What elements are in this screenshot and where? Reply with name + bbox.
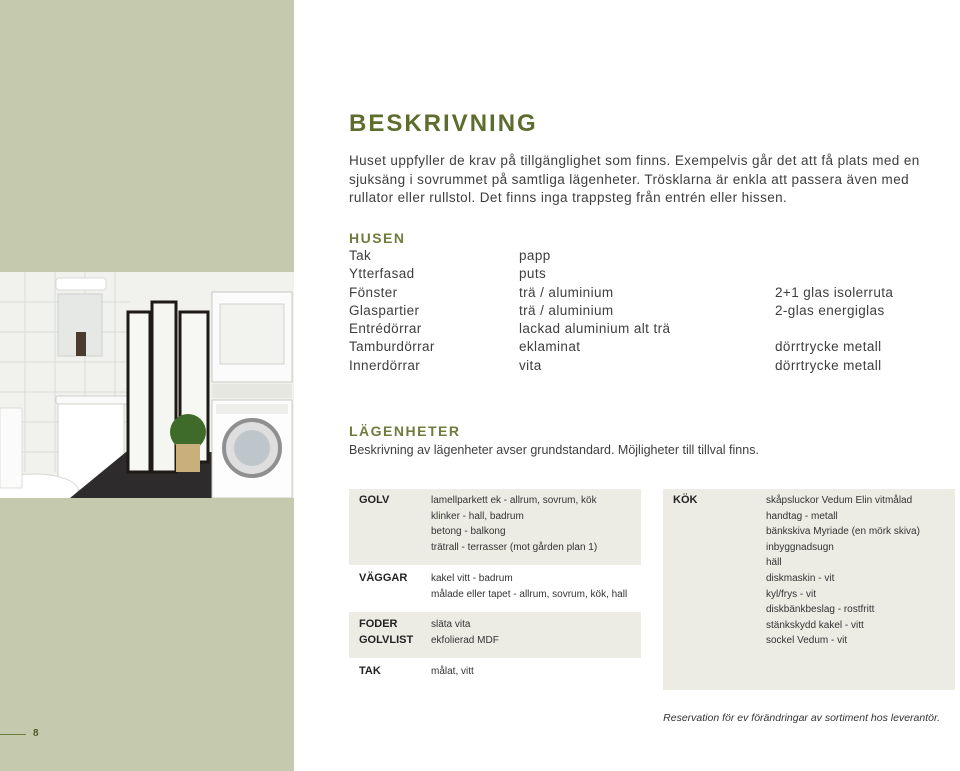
husen-row — [349, 358, 949, 376]
spec-values — [431, 633, 499, 649]
husen-row — [349, 248, 949, 266]
spec-label: FODER — [359, 618, 398, 630]
husen-cell-label: Tamburdörrar — [349, 339, 435, 355]
spec-value: släta vita — [431, 619, 471, 630]
spec-values — [431, 664, 474, 680]
spec-label: KÖK — [673, 494, 698, 506]
husen-cell-label: Ytterfasad — [349, 266, 415, 282]
spec-label: TAK — [359, 665, 381, 677]
spec-value: handtag - metall — [766, 510, 838, 522]
husen-row — [349, 303, 949, 321]
husen-cell-label: Entrédörrar — [349, 321, 422, 337]
husen-cell-extra: 2-glas energiglas — [775, 302, 885, 318]
husen-cell-material: trä / aluminium — [519, 302, 614, 318]
husen-cell-material: puts — [519, 266, 547, 282]
spec-value: målat, vitt — [431, 666, 474, 677]
spec-value: ekfolierad MDF — [431, 635, 499, 646]
spec-value: betong - balkong — [431, 526, 506, 538]
page-title: BESKRIVNING — [349, 110, 538, 137]
spec-label: VÄGGAR — [359, 572, 408, 584]
spec-value: kakel vitt - badrum — [431, 573, 513, 584]
husen-cell-label: Fönster — [349, 284, 398, 300]
spec-value: trätrall - terrasser (mot gården plan 1) — [431, 541, 598, 553]
spec-value: sockel Vedum - vit — [766, 635, 848, 647]
bathroom-photo — [0, 272, 294, 498]
husen-table — [349, 248, 949, 376]
spec-values — [431, 617, 470, 633]
spec-value: lamellparkett ek - allrum, sovrum, kök — [431, 495, 597, 506]
husen-heading: HUSEN — [349, 230, 406, 246]
husen-cell-label: Tak — [349, 248, 372, 263]
husen-row — [349, 285, 949, 303]
spec-value: målade eller tapet - allrum, sovrum, kök, hall — [431, 588, 628, 600]
husen-cell-material: trä / aluminium — [519, 284, 614, 300]
spec-values — [766, 493, 920, 649]
spec-value: bänkskiva Myriade (en mörk skiva) — [766, 526, 920, 538]
husen-cell-extra: 2+1 glas isolerruta — [775, 284, 894, 300]
husen-row — [349, 339, 949, 357]
spec-values — [431, 493, 597, 555]
husen-cell-extra: dörrtrycke metall — [775, 339, 882, 355]
husen-cell-material: vita — [519, 357, 542, 373]
husen-cell-label: Innerdörrar — [349, 357, 421, 373]
spec-value: skåpsluckor Vedum Elin vitmålad — [766, 495, 913, 506]
page-number-rule — [0, 734, 26, 735]
spec-values — [431, 571, 627, 602]
spec-value: diskmaskin - vit — [766, 572, 835, 584]
spec-value: klinker - hall, badrum — [431, 510, 524, 522]
page-number: 8 — [33, 728, 39, 739]
husen-cell-material: papp — [519, 248, 551, 263]
spec-value: inbyggnadsugn — [766, 541, 834, 553]
lagenheter-description: Beskrivning av lägenheter avser grundstandard. Möjligheter till tillval finns. — [349, 443, 759, 457]
husen-cell-material: eklaminat — [519, 339, 581, 355]
reservation-note: Reservation för ev förändringar av sortiment hos leverantör. — [663, 712, 940, 724]
intro-paragraph: Huset uppfyller de krav på tillgänglighet som finns. Exempelvis går det att få plats med en sjuksäng i sovrummet på samtliga lägenheter. Trösklarna är enkla att passera även med rullator eller rullstol. Det finns inga trappsteg från entrén eller hissen. — [349, 153, 920, 205]
husen-cell-extra: dörrtrycke metall — [775, 357, 882, 373]
lagenheter-heading: LÄGENHETER — [349, 423, 461, 439]
husen-cell-label: Glaspartier — [349, 302, 420, 318]
spec-value: stänkskydd kakel - vitt — [766, 619, 864, 631]
spec-value: häll — [766, 557, 782, 569]
spec-value: kyl/frys - vit — [766, 588, 816, 600]
husen-row — [349, 321, 949, 339]
husen-row — [349, 266, 949, 284]
spec-label: GOLVLIST — [359, 634, 414, 646]
husen-cell-material: lackad aluminium alt trä — [519, 321, 671, 337]
spec-value: diskbänkbeslag - rostfritt — [766, 604, 875, 616]
spec-label: GOLV — [359, 494, 390, 506]
